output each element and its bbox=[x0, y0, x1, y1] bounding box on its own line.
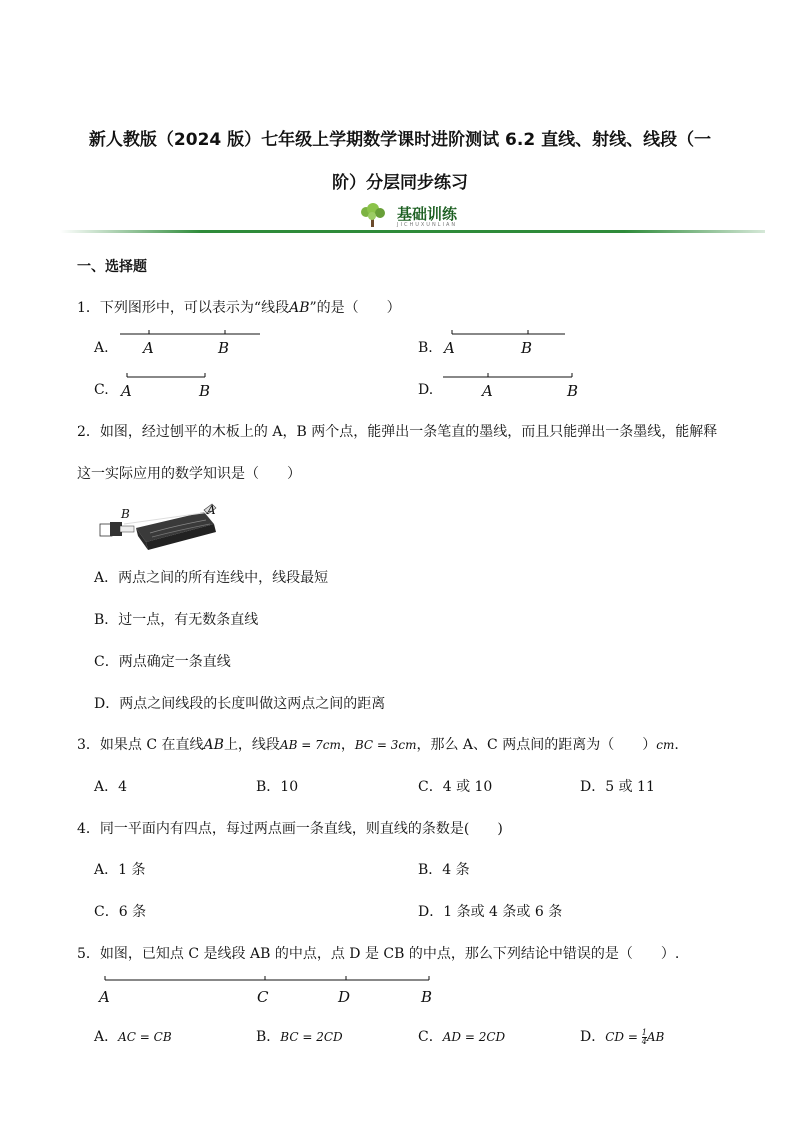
q1-d-point-a: A bbox=[482, 382, 493, 400]
q3-text-3: ， bbox=[340, 737, 355, 753]
q1-a-point-a: A bbox=[143, 339, 154, 357]
q2-option-c[interactable]: C．两点确定一条直线 bbox=[94, 654, 231, 670]
q5-option-a[interactable] bbox=[94, 1026, 172, 1046]
q1-option-b-label[interactable]: B. bbox=[418, 340, 433, 356]
q5-option-d-label: D． bbox=[580, 1029, 606, 1045]
q3-option-d[interactable]: D．5 或 11 bbox=[580, 779, 655, 795]
q3-option-a[interactable]: A．4 bbox=[94, 779, 128, 795]
q5-option-b-math: BC = 2CD bbox=[280, 1030, 343, 1044]
q1-b-point-b: B bbox=[521, 339, 533, 357]
q3-math-1: AB bbox=[203, 737, 224, 753]
question-2-line2: 这一实际应用的数学知识是（ ） bbox=[77, 466, 301, 482]
q5-point-c: C bbox=[257, 988, 269, 1006]
q5-point-a: A bbox=[99, 988, 110, 1006]
q1-stem-b: ”的是（ ） bbox=[309, 300, 401, 316]
q1-option-b-figure bbox=[440, 326, 570, 358]
q1-option-d-label[interactable]: D. bbox=[418, 382, 434, 398]
question-1 bbox=[77, 297, 401, 317]
q4-option-d[interactable]: D．1 条或 4 条或 6 条 bbox=[418, 904, 563, 920]
q1-stem-a: 1．下列图形中，可以表示为“线段 bbox=[77, 300, 290, 316]
q3-text-1: 3．如果点 C 在直线 bbox=[77, 737, 204, 753]
q4-option-c[interactable]: C．6 条 bbox=[94, 904, 147, 920]
q5-point-b: B bbox=[421, 988, 433, 1006]
q4-option-b[interactable]: B．4 条 bbox=[418, 862, 470, 878]
q5-option-d-math-a: CD = bbox=[605, 1030, 642, 1044]
page-title-line1: 新人教版（2024 版）七年级上学期数学课时进阶测试 6.2 直线、射线、线段（一 bbox=[88, 130, 712, 150]
banner-title: 基础训练 bbox=[397, 205, 458, 223]
q1-stem-math: AB bbox=[289, 300, 310, 316]
q1-option-a-figure bbox=[115, 326, 265, 358]
q1-c-point-b: B bbox=[199, 382, 211, 400]
q2-point-b: B bbox=[121, 507, 130, 521]
q1-d-point-b: B bbox=[567, 382, 579, 400]
q5-option-b[interactable] bbox=[256, 1026, 343, 1046]
q3-option-b[interactable]: B．10 bbox=[256, 779, 299, 795]
question-2-line1: 2．如图，经过刨平的木板上的 A，B 两个点，能弹出一条笔直的墨线，而且只能弹出一条墨线，能解释 bbox=[77, 424, 718, 440]
q3-text-5: . bbox=[674, 737, 679, 753]
q3-math-4: cm bbox=[656, 738, 675, 752]
section-heading: 一、选择题 bbox=[77, 259, 147, 275]
q5-option-b-label: B． bbox=[256, 1029, 281, 1045]
question-4: 4．同一平面内有四点，每过两点画一条直线，则直线的条数是( ) bbox=[77, 821, 503, 837]
q5-option-a-label: A． bbox=[94, 1029, 119, 1045]
q3-math-3: BC = 3cm bbox=[354, 738, 417, 752]
hand-icon bbox=[100, 522, 134, 536]
q5-point-d: D bbox=[338, 988, 351, 1006]
page-title-line2: 阶）分层同步练习 bbox=[332, 173, 468, 193]
q1-c-point-a: A bbox=[121, 382, 132, 400]
banner-subtitle: JICHUXUNLIAN bbox=[397, 222, 458, 228]
q2-option-a[interactable]: A．两点之间的所有连线中，线段最短 bbox=[94, 570, 329, 586]
tree-icon bbox=[361, 203, 385, 227]
q1-b-point-a: A bbox=[444, 339, 455, 357]
q1-option-c-label[interactable]: C. bbox=[94, 382, 109, 398]
q5-option-d[interactable] bbox=[580, 1026, 664, 1046]
q5-option-c[interactable] bbox=[418, 1026, 505, 1046]
q5-option-c-math: AD = 2CD bbox=[442, 1030, 506, 1044]
q2-board-illustration bbox=[94, 500, 224, 552]
q4-option-a[interactable]: A．1 条 bbox=[94, 862, 146, 878]
q5-option-a-math: AC = CB bbox=[118, 1030, 172, 1044]
q1-option-a-label[interactable]: A. bbox=[94, 340, 109, 356]
banner bbox=[60, 203, 765, 237]
q2-option-b[interactable]: B．过一点，有无数条直线 bbox=[94, 612, 259, 628]
q5-segment-figure bbox=[96, 972, 441, 1008]
q2-point-a: A bbox=[207, 503, 216, 517]
q3-text-2: 上，线段 bbox=[223, 737, 280, 753]
question-5: 5．如图，已知点 C 是线段 AB 的中点，点 D 是 CB 的中点，那么下列结论中错误的是（ ）. bbox=[77, 946, 680, 962]
q3-option-c[interactable]: C．4 或 10 bbox=[418, 779, 493, 795]
q1-option-d-figure bbox=[440, 369, 585, 401]
q5-option-c-label: C． bbox=[418, 1029, 443, 1045]
q3-text-4: ，那么 A、C 两点间的距离为（ ） bbox=[416, 737, 657, 753]
fraction-numerator: 1 bbox=[641, 1027, 647, 1037]
q2-option-d[interactable]: D．两点之间线段的长度叫做这两点之间的距离 bbox=[94, 696, 386, 712]
question-3 bbox=[77, 734, 679, 754]
q5-option-d-math-b: AB bbox=[646, 1030, 665, 1044]
fraction-denominator: 4 bbox=[641, 1036, 647, 1046]
q1-a-point-b: B bbox=[218, 339, 230, 357]
q3-math-2: AB = 7cm bbox=[279, 738, 341, 752]
q1-option-c-figure bbox=[115, 369, 225, 401]
